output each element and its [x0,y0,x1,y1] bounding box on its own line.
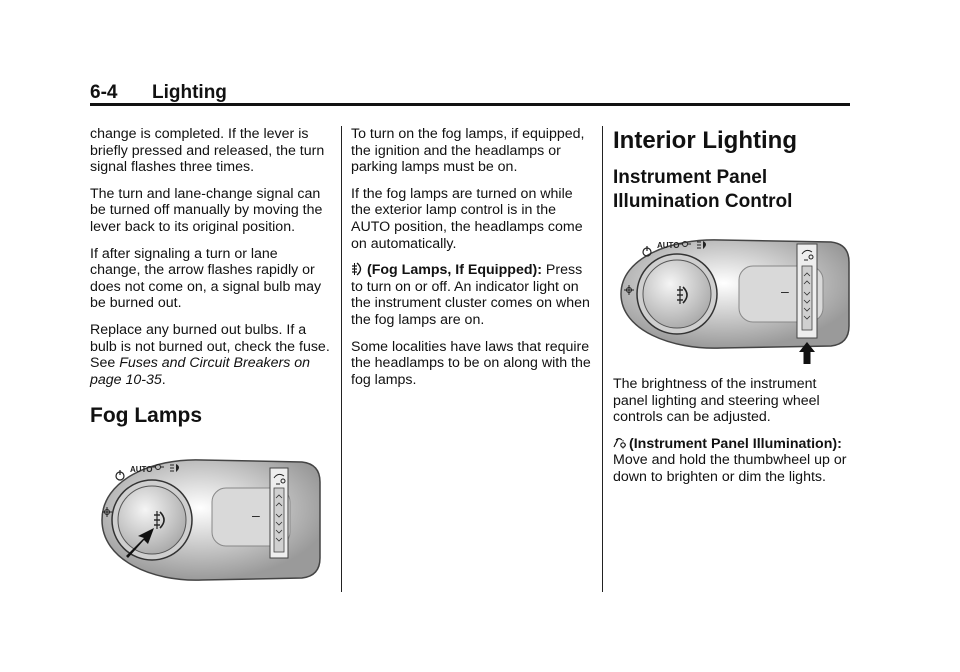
column-2 [351,126,591,398]
paragraph [90,322,330,388]
page-number: 6-4 [90,82,118,103]
paragraph: The brightness of the instrument panel lighting and steering wheel controls can be adjusted. [613,376,820,426]
section-title: Lighting [152,82,227,103]
instrument-panel-control-illustration [617,234,855,374]
header-rule [90,103,850,106]
paragraph: If the fog lamps are turned on while the exterior lamp control is in the AUTO position, the headlamps come on automatically. [351,185,583,252]
column-3-body [613,376,853,496]
paragraph: Some localities have laws that require the headlamps to be on along with the fog lamps. [351,338,591,388]
auto-label: AUTO [657,241,680,250]
paragraph [613,436,853,486]
paragraph: If after signaling a turn or lane change, the arrow flashes rapidly or does not come on, a signal bulb may be burned out. [90,245,322,312]
column-1 [90,126,330,398]
paragraph-text: Move and hold the thumbwheel up or down to brighten or dim the lights. [613,452,847,485]
column-divider-1 [341,126,342,592]
fog-lamps-heading: Fog Lamps [90,404,203,427]
panel-illumination-term: (Instrument Panel Illumination): [629,435,842,452]
cross-reference-link[interactable]: Fuses and Circuit Breakers on page 10-35 [90,355,311,388]
paragraph: change is completed. If the lever is briefly pressed and released, the turn signal flashes three times. [90,126,325,176]
minus-label: – [781,283,789,299]
power-off-icon [116,470,124,480]
panel-illumination-icon [613,436,627,450]
interior-lighting-heading: Interior Lighting [613,127,797,154]
page-header [90,82,850,104]
paragraph: The turn and lane-change signal can be turned off manually by moving the lever back to its original position. [90,185,323,235]
paragraph [351,262,591,328]
paragraph: To turn on the fog lamps, if equipped, the ignition and the headlamps or parking lamps must be on. [351,126,585,176]
fog-lamp-icon [351,262,365,276]
fog-lamps-term: (Fog Lamps, If Equipped): [367,262,542,279]
paragraph-text: Replace any burned out bulbs. If a bulb is not burned out, check the fuse. See [90,321,330,372]
paragraph-text: Press to turn on or off. An indicator light on the instrument cluster comes on when the fog lamps are on. [351,262,590,328]
auto-label: AUTO [130,465,153,474]
column-divider-2 [602,126,603,592]
fog-lamp-control-illustration [92,450,324,590]
minus-label: – [252,507,260,523]
paragraph-text: . [161,371,166,388]
power-off-icon [643,246,651,256]
instrument-panel-illumination-heading: Instrument Panel Illumination Control [613,167,793,212]
